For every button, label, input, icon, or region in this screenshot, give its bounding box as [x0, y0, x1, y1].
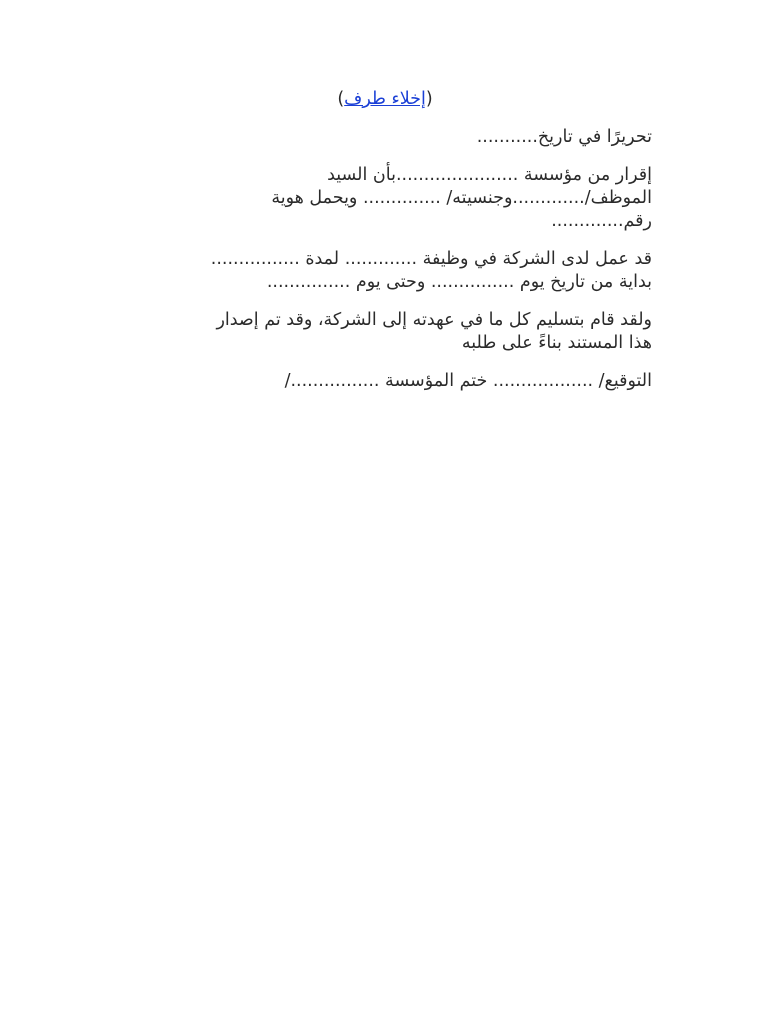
title-paren-open: ( [425, 89, 433, 109]
handover-paragraph: ولقد قام بتسليم كل ما في عهدته إلى الشركة، وقد تم إصدار هذا المستند بناءً على طلبه [216, 310, 652, 353]
acknowledgement-paragraph: إقرار من مؤسسة ......................بأن السيد الموظف/.............وجنسيته/ .............. ويحمل هوية رقم............. [271, 165, 652, 231]
document-title [118, 86, 652, 112]
title-paren-close: ) [337, 89, 345, 109]
title-link[interactable]: إخلاء طرف [344, 89, 426, 109]
date-line: تحريرًا في تاريخ........... [476, 127, 652, 147]
document-body [118, 86, 652, 408]
employment-period-paragraph: قد عمل لدى الشركة في وظيفة ............. لمدة ................ بداية من تاريخ يوم ............... وحتى يوم ............... [210, 249, 652, 292]
signature-line: التوقيع/ .................. ختم المؤسسة ................/ [284, 371, 652, 391]
